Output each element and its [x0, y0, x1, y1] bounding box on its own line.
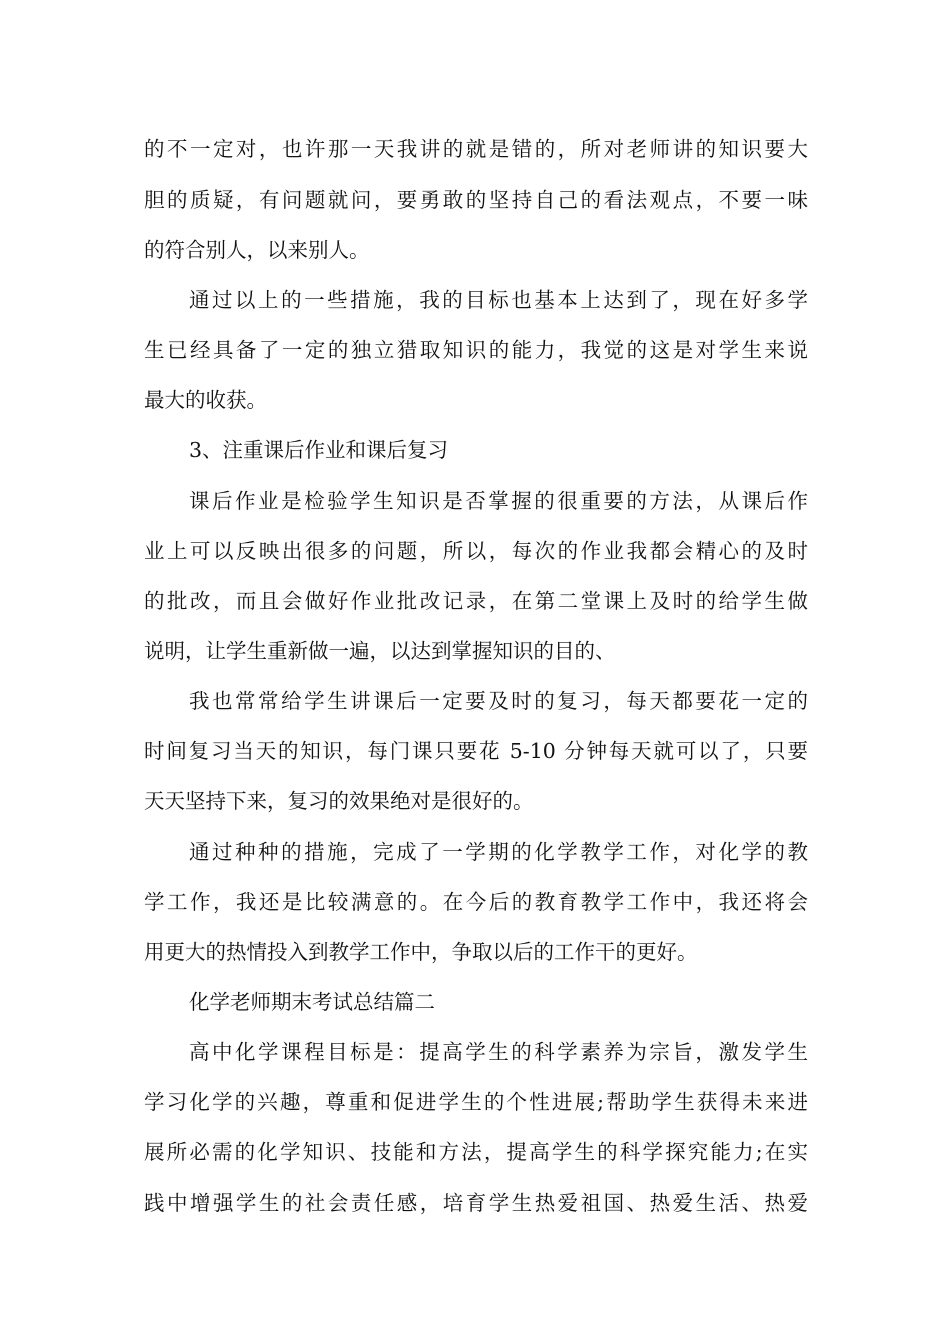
- text-line: 最大的收获。: [144, 388, 267, 412]
- text-line: 践中增强学生的社会责任感，培育学生热爱祖国、热爱生活、热爱: [144, 1191, 808, 1215]
- section-heading: 化学老师期末考试总结篇二: [189, 990, 435, 1014]
- paragraph-first-line: 我也常常给学生讲课后一定要及时的复习，每天都要花一定的: [189, 689, 808, 713]
- text-line: 展所必需的化学知识、技能和方法，提高学生的科学探究能力;在实: [144, 1140, 808, 1164]
- text-line: 学习化学的兴趣，尊重和促进学生的个性进展;帮助学生获得未来进: [144, 1090, 808, 1114]
- paragraph-first-line: 课后作业是检验学生知识是否掌握的很重要的方法，从课后作: [189, 489, 808, 513]
- text-line: 的符合别人，以来别人。: [144, 238, 370, 262]
- section-heading: 3、注重课后作业和课后复习: [189, 438, 449, 462]
- paragraph-first-line: 通过种种的措施，完成了一学期的化学教学工作，对化学的教: [189, 840, 808, 864]
- text-line: 业上可以反映出很多的问题，所以，每次的作业我都会精心的及时: [144, 539, 808, 563]
- text-line: 说明，让学生重新做一遍，以达到掌握知识的目的、: [144, 639, 616, 663]
- text-line: 学工作，我还是比较满意的。在今后的教育教学工作中，我还将会: [144, 890, 808, 914]
- text-line: 天天坚持下来，复习的效果绝对是很好的。: [144, 789, 534, 813]
- text-line: 用更大的热情投入到教学工作中，争取以后的工作干的更好。: [144, 940, 698, 964]
- text-line: 生已经具备了一定的独立猎取知识的能力，我觉的这是对学生来说: [144, 338, 808, 362]
- text-line: 的批改，而且会做好作业批改记录，在第二堂课上及时的给学生做: [144, 589, 808, 613]
- text-line: 胆的质疑，有问题就问，要勇敢的坚持自己的看法观点，不要一味: [144, 188, 808, 212]
- text-line: 时间复习当天的知识，每门课只要花 5-10 分钟每天就可以了，只要: [144, 739, 808, 763]
- text-line: 的不一定对，也许那一天我讲的就是错的，所对老师讲的知识要大: [144, 137, 808, 161]
- paragraph-first-line: 通过以上的一些措施，我的目标也基本上达到了，现在好多学: [189, 288, 808, 312]
- paragraph-first-line: 高中化学课程目标是：提高学生的科学素养为宗旨，激发学生: [189, 1040, 808, 1064]
